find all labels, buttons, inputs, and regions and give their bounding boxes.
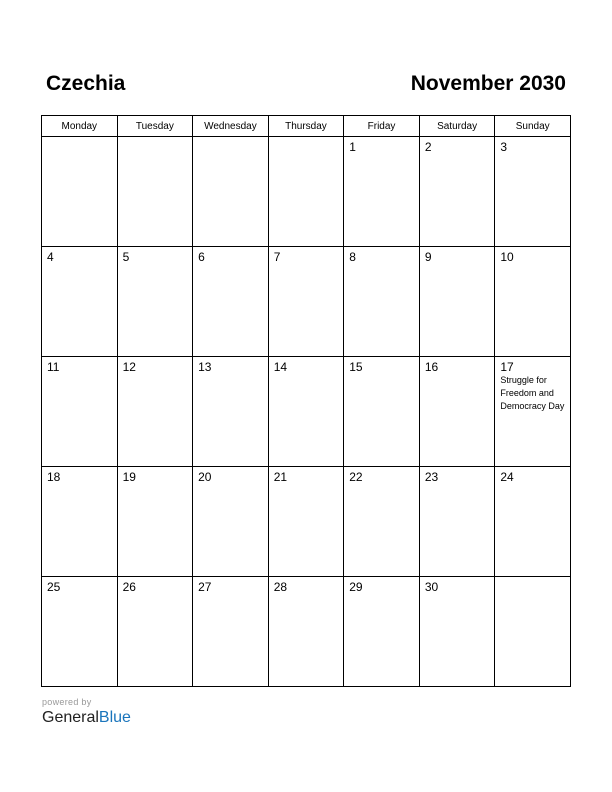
brand-name-part1: General: [42, 709, 99, 726]
day-cell: [268, 577, 344, 687]
weekday-header-thursday: Thursday: [268, 116, 344, 137]
day-number: 6: [198, 250, 205, 264]
day-cell: [419, 577, 495, 687]
day-number: 4: [47, 250, 54, 264]
day-cell: [344, 357, 420, 467]
day-number: 20: [198, 470, 212, 484]
day-cell: [193, 137, 269, 247]
day-number: 27: [198, 580, 212, 594]
country-title: Czechia: [46, 72, 126, 95]
day-number: 25: [47, 580, 61, 594]
day-number: 17: [500, 360, 514, 374]
generalblue-logo[interactable]: [42, 708, 131, 728]
day-cell: [495, 137, 571, 247]
weekday-header-wednesday: Wednesday: [193, 116, 269, 137]
day-cell-holiday: [495, 357, 571, 467]
day-cell: [419, 247, 495, 357]
day-number: [118, 137, 193, 140]
day-cell: [193, 467, 269, 577]
day-cell: [42, 577, 118, 687]
day-number: 19: [122, 470, 136, 484]
day-number: 18: [47, 470, 61, 484]
day-number: 9: [424, 250, 432, 264]
day-number: 15: [349, 360, 363, 374]
week-row: [42, 357, 571, 467]
weekday-header-sunday: Sunday: [495, 116, 571, 137]
day-cell: [419, 467, 495, 577]
day-number: [495, 577, 570, 580]
brand-name-part2: Blue: [98, 709, 131, 726]
day-cell: [344, 577, 420, 687]
calendar-grid: [41, 115, 571, 687]
day-number: 30: [424, 580, 439, 594]
week-row: [42, 137, 571, 247]
day-number: 13: [198, 360, 212, 374]
day-cell: [193, 357, 269, 467]
week-row: [42, 577, 571, 687]
day-number: 5: [122, 250, 130, 264]
day-cell: [344, 137, 420, 247]
day-cell: [495, 577, 571, 687]
day-number: [269, 137, 344, 140]
day-number: 1: [349, 140, 356, 154]
day-number: 12: [122, 360, 136, 374]
day-cell: [268, 467, 344, 577]
day-number: 16: [424, 360, 439, 374]
day-cell: [117, 467, 193, 577]
day-number: 11: [47, 360, 60, 374]
weekday-header-saturday: Saturday: [419, 116, 495, 137]
day-cell: [419, 357, 495, 467]
month-year-title: November 2030: [410, 72, 566, 95]
day-number: 26: [122, 580, 136, 594]
day-cell: [193, 577, 269, 687]
day-cell: [268, 247, 344, 357]
day-cell: [42, 247, 118, 357]
day-number: 29: [349, 580, 363, 594]
day-number: 24: [500, 470, 514, 484]
week-row: [42, 247, 571, 357]
day-cell: [117, 577, 193, 687]
footer-branding: [42, 697, 131, 728]
week-row: [42, 467, 571, 577]
day-cell: [42, 467, 118, 577]
day-cell: [42, 137, 118, 247]
day-number: 14: [273, 360, 288, 374]
day-cell: [193, 247, 269, 357]
day-cell: [42, 357, 118, 467]
day-cell: [117, 137, 193, 247]
day-cell: [117, 357, 193, 467]
weekday-header-row: [42, 116, 571, 137]
weekday-header-friday: Friday: [344, 116, 420, 137]
day-number: 22: [349, 470, 363, 484]
powered-by-label: powered by: [42, 697, 92, 707]
day-cell: [268, 357, 344, 467]
day-number: [42, 137, 117, 140]
day-cell: [268, 137, 344, 247]
day-number: 28: [273, 580, 288, 594]
day-cell: [344, 467, 420, 577]
day-cell: [117, 247, 193, 357]
weekday-header-monday: Monday: [42, 116, 118, 137]
day-number: 3: [500, 140, 508, 154]
day-number: [193, 137, 268, 140]
holiday-event-label: Struggle for Freedom and Democracy Day: [500, 375, 565, 411]
day-number: 23: [424, 470, 439, 484]
day-number: 10: [500, 250, 514, 264]
day-cell: [344, 247, 420, 357]
day-number: 2: [424, 140, 432, 154]
day-number: 21: [273, 470, 288, 484]
day-number: 7: [273, 250, 281, 264]
day-cell: [495, 467, 571, 577]
day-cell: [419, 137, 495, 247]
weekday-header-tuesday: Tuesday: [117, 116, 193, 137]
day-cell: [495, 247, 571, 357]
day-number: 8: [349, 250, 356, 264]
